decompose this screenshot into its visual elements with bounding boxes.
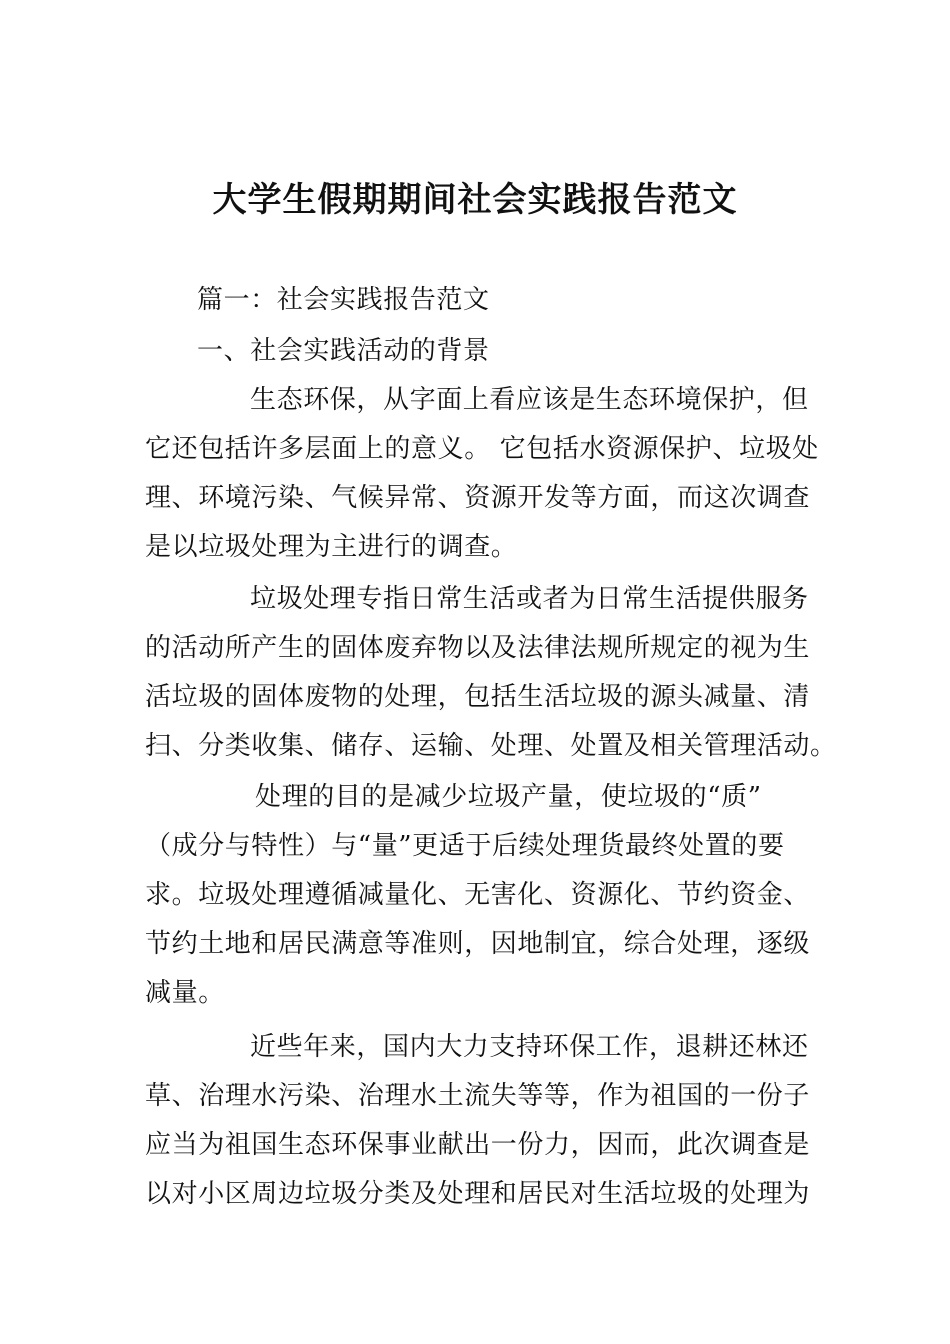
paragraph-3-line-3: 求。垃圾处理遵循减量化、无害化、资源化、节约资金、 [145, 880, 811, 910]
paragraph-1-line-2: 它还包括许多层面上的意义。 它包括水资源保护、垃圾处 [145, 434, 819, 464]
paragraph-3-line-2: （成分与特性）与“量”更适于后续处理货最终处置的要 [145, 831, 785, 861]
paragraph-1-line-4: 是以垃圾处理为主进行的调查。 [145, 532, 518, 562]
paragraph-3-line-5: 减量。 [145, 978, 225, 1008]
paragraph-4-line-2: 草、治理水污染、治理水土流失等等，作为祖国的一份子 [145, 1081, 811, 1111]
paragraph-3-line-1: 处理的目的是减少垃圾产量，使垃圾的“质” [255, 782, 762, 812]
paragraph-2-line-3: 活垃圾的固体废物的处理，包括生活垃圾的源头减量、清 [145, 682, 811, 712]
paragraph-1-line-3: 理、环境污染、气候异常、资源开发等方面，而这次调查 [145, 483, 811, 513]
paragraph-2-line-4: 扫、分类收集、储存、运输、处理、处置及相关管理活动。 [145, 731, 837, 761]
document-title: 大学生假期期间社会实践报告范文 [212, 180, 738, 220]
section-heading: 篇一：社会实践报告范文 [197, 285, 490, 315]
paragraph-4-line-3: 应当为祖国生态环保事业献出一份力，因而，此次调查是 [145, 1130, 811, 1160]
paragraph-2-line-2: 的活动所产生的固体废弃物以及法律法规所规定的视为生 [145, 633, 811, 663]
paragraph-4-line-4: 以对小区周边垃圾分类及处理和居民对生活垃圾的处理为 [145, 1179, 811, 1209]
paragraph-4-line-1: 近些年来，国内大力支持环保工作，退耕还林还 [250, 1032, 809, 1062]
paragraph-2-line-1: 垃圾处理专指日常生活或者为日常生活提供服务 [250, 584, 809, 614]
paragraph-1-line-1: 生态环保，从字面上看应该是生态环境保护，但 [250, 385, 809, 415]
subsection-heading: 一、社会实践活动的背景 [197, 336, 490, 366]
paragraph-3-line-4: 节约土地和居民满意等准则，因地制宜，综合处理，逐级 [145, 929, 811, 959]
